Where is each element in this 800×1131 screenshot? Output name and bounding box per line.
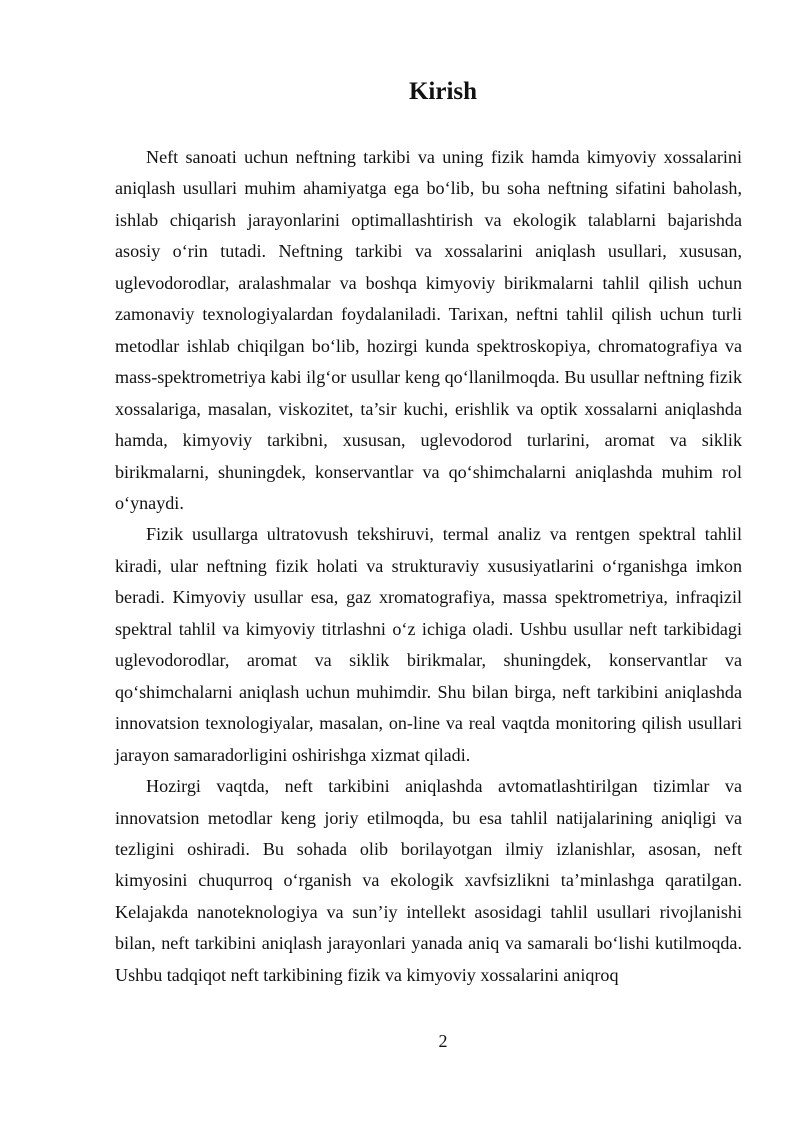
page-number: 2 (438, 1031, 448, 1051)
body-text (115, 142, 742, 991)
paragraph-1: Neft sanoati uchun neftning tarkibi va uning fizik hamda kimyoviy xossalarini aniqlash usullari muhim ahamiyatga ega bo‘lib, bu soha neftning sifatini baholash, ishlab chiqarish jarayonlarini optimallashtirish va ekologik talablarni bajarishda asosiy o‘rin tutadi. Neftning tarkibi va xossalarini aniqlash usullari, xususan, uglevodorodlar, aralashmalar va boshqa kimyoviy birikmalarni tahlil qilish uchun zamonaviy texnologiyalardan foydalaniladi. Tarixan, neftni tahlil qilish uchun turli metodlar ishlab chiqilgan bo‘lib, hozirgi kunda spektroskopiya, chromatografiya va mass-spektrometriya kabi ilg‘or usullar keng qo‘llanilmoqda. Bu usullar neftning fizik xossalariga, masalan, viskozitet, ta’sir kuchi, erishlik va optik xossalarni aniqlashda hamda, kimyoviy tarkibni, xususan, uglevodorod turlarini, aromat va siklik birikmalarni, shuningdek, konservantlar va qo‘shimchalarni aniqlashda muhim rol o‘ynaydi. (115, 147, 742, 513)
paragraph-2: Fizik usullarga ultratovush tekshiruvi, termal analiz va rentgen spektral tahlil kiradi, ular neftning fizik holati va strukturaviy xususiyatlarini o‘rganishga imkon beradi. Kimyoviy usullar esa, gaz xromatografiya, massa spektrometriya, infraqizil spektral tahlil va kimyoviy titrlashni o‘z ichiga oladi. Ushbu usullar neft tarkibidagi uglevodorodlar, aromat va siklik birikmalar, shuningdek, konservantlar va qo‘shimchalarni aniqlash uchun muhimdir. Shu bilan birga, neft tarkibini aniqlashda innovatsion texnologiyalar, masalan, on-line va real vaqtda monitoring qilish usullari jarayon samaradorligini oshirishga xizmat qiladi. (115, 524, 742, 765)
paragraph-3: Hozirgi vaqtda, neft tarkibini aniqlashda avtomatlashtirilgan tizimlar va innovatsion metodlar keng joriy etilmoqda, bu esa tahlil natijalarining aniqligi va tezligini oshiradi. Bu sohada olib borilayotgan ilmiy izlanishlar, asosan, neft kimyosini chuqurroq o‘rganish va ekologik xavfsizlikni ta’minlashga qaratilgan. Kelajakda nanoteknologiya va sun’iy intellekt asosidagi tahlil usullari rivojlanishi bilan, neft tarkibini aniqlash jarayonlari yanada aniq va samarali bo‘lishi kutilmoqda. Ushbu tadqiqot neft tarkibining fizik va kimyoviy xossalarini aniqroq (115, 776, 742, 985)
page-title: Kirish (408, 78, 478, 105)
